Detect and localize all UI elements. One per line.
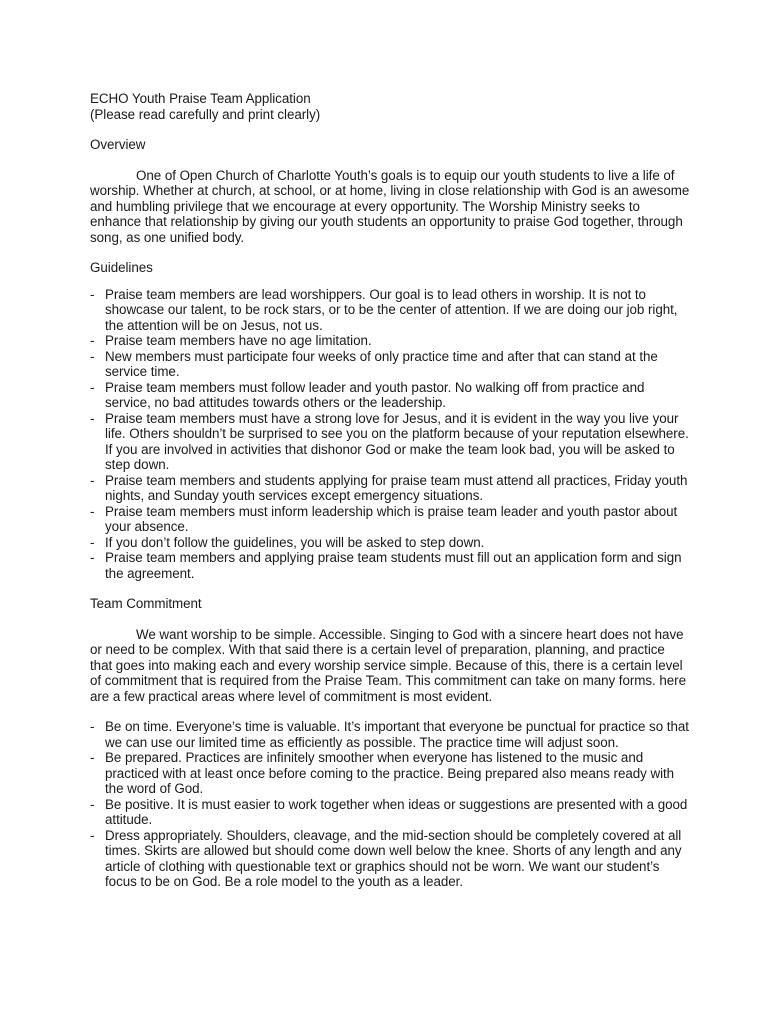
commitment-item [90,719,690,750]
guideline-item [90,535,690,551]
guideline-text: If you don’t follow the guidelines, you will be asked to step down. [105,534,485,550]
list-bullet: - [90,750,95,765]
commitment-item [90,750,690,797]
list-bullet: - [90,379,95,395]
guidelines-heading: Guidelines [90,260,153,275]
commitment-item [90,797,690,828]
guideline-item [90,380,690,411]
guideline-item [90,473,690,504]
list-bullet: - [90,333,95,348]
guideline-item [90,504,690,535]
commitment-text: Dress appropriately. Shoulders, cleavage, and the mid-section should be completely covered at all times. Skirts are allowed but should come down well below the knee. Shorts of any length and any article of clothing with questionable text or graphics should not be worn. We want our student’s focus to be on God. Be a role model to the youth as a leader. [105,827,682,889]
overview-heading: Overview [90,137,146,152]
guideline-text: Praise team members must have a strong love for Jesus, and it is evident in the way you live your life. Others shouldn’t be surprised to see you on the platform because of your reputation elsewhere. If you are involved in activities that dishonor God or make the team look bad, you will be asked to step down. [105,410,689,472]
list-bullet: - [90,286,95,302]
document-subtitle: (Please read carefully and print clearly) [90,106,321,122]
guideline-text: New members must participate four weeks of only practice time and after that can stand at the service time. [105,348,658,379]
team-commitment-heading: Team Commitment [90,596,202,611]
list-bullet: - [90,348,95,364]
commitment-item [90,828,690,890]
commitment-list [90,719,690,890]
commitment-text: Be prepared. Practices are infinitely smoother when everyone has listened to the music and practiced with at least once before coming to the practice. Being prepared also means ready with the word of God. [105,750,675,796]
guideline-item [90,550,690,581]
guideline-item [90,333,690,349]
list-bullet: - [90,503,95,519]
document-title: ECHO Youth Praise Team Application [90,91,311,106]
guideline-item [90,287,690,334]
list-bullet: - [90,719,95,734]
list-bullet: - [90,827,95,843]
team-commitment-paragraph: We want worship to be simple. Accessible. Singing to God with a sincere heart does not have or need to be complex. With that said there is a certain level of preparation, planning, and practice that goes into making each and every worship service simple. Because of this, there is a certain level of commitment that is required from the Praise Team. This commitment can take on many forms. here are a few practical areas where level of commitment is most evident. [90,626,686,704]
overview-paragraph: One of Open Church of Charlotte Youth’s goals is to equip our youth students to live a life of worship. Whether at church, at school, or at home, living in close relationship with God is an awesome and humbling privilege that we encourage at every opportunity. The Worship Ministry seeks to enhance that relationship by giving our youth students an opportunity to praise God together, through song, as one unified body. [90,167,690,245]
list-bullet: - [90,410,95,426]
commitment-text: Be positive. It is must easier to work together when ideas or suggestions are presented with a good attitude. [105,796,688,827]
guideline-item [90,349,690,380]
list-bullet: - [90,796,95,812]
guideline-text: Praise team members are lead worshippers. Our goal is to lead others in worship. It is not to showcase our talent, to be rock stars, or to be the center of attention. If we are doing our job right, the attention will be on Jesus, not us. [105,286,678,333]
guideline-text: Praise team members must inform leadership which is praise team leader and youth pastor about your absence. [105,503,678,534]
guideline-text: Praise team members and students applying for praise team must attend all practices, Friday youth nights, and Sunday youth services except emergency situations. [105,472,688,503]
guideline-text: Praise team members and applying praise team students must fill out an application form and sign the agreement. [105,550,682,581]
list-bullet: - [90,534,95,550]
list-bullet: - [90,550,95,565]
guideline-text: Praise team members have no age limitation. [105,333,372,348]
guideline-item [90,411,690,473]
list-bullet: - [90,472,95,488]
commitment-text: Be on time. Everyone’s time is valuable. It’s important that everyone be punctual for practice so that we can use our limited time as efficiently as possible. The practice time will adjust soon. [105,719,689,750]
guidelines-list [90,287,690,582]
guideline-text: Praise team members must follow leader and youth pastor. No walking off from practice and service, no bad attitudes towards others or the leadership. [105,379,645,410]
document-body [90,91,690,890]
